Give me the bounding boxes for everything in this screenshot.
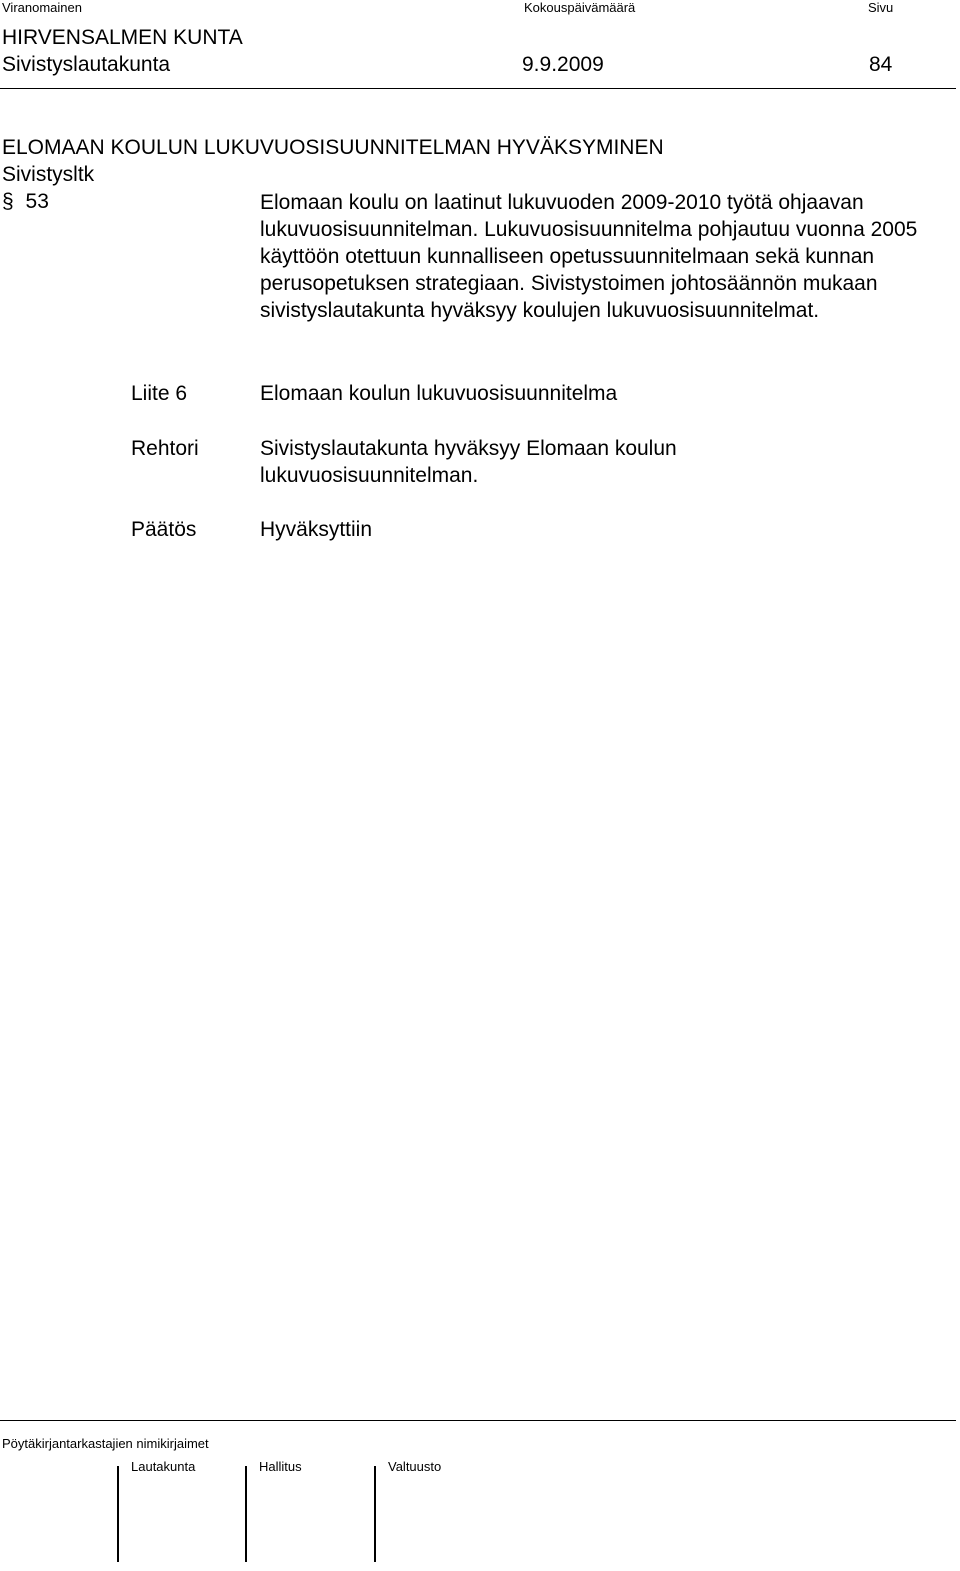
- section-number: [2, 188, 49, 215]
- signature-valtuusto: Valtuusto: [388, 1459, 442, 1474]
- proposer-label: Rehtori: [131, 437, 199, 460]
- item-paragraph: Elomaan koulu on laatinut lukuvuoden 2009-2010 työtä ohjaavan lukuvuosisuunnitelman. Lukuvuosisuunnitelma pohjautuu vuonna 2005 käyttöön otettuun kunnalliseen opetussuunnitelmaan sekä kunnan perusopetuksen strategiaan. Sivistystoimen johtosäännön mukaan sivistyslautakunta hyväksyy koulujen lukuvuosisuunnitelmat.: [260, 191, 918, 322]
- header-label-kokouspaivamaara: Kokouspäivämäärä: [524, 0, 636, 15]
- organization-name: HIRVENSALMEN KUNTA: [2, 26, 243, 49]
- attachment-text: Elomaan koulun lukuvuosisuunnitelma: [260, 382, 618, 405]
- decision-text: Hyväksyttiin: [260, 518, 373, 541]
- header-label-sivu: Sivu: [868, 0, 894, 15]
- section-number-value: 53: [25, 190, 49, 213]
- signature-hallitus: Hallitus: [259, 1459, 302, 1474]
- signature-box-divider-2: [245, 1466, 247, 1562]
- decision-label: Päätös: [131, 518, 197, 541]
- signature-lautakunta: Lautakunta: [131, 1459, 196, 1474]
- committee-name: Sivistyslautakunta: [2, 53, 171, 76]
- meeting-date: 9.9.2009: [522, 53, 604, 76]
- page-number: 84: [869, 53, 893, 76]
- header-label-viranomainen: Viranomainen: [2, 0, 82, 15]
- signatures-label: Pöytäkirjantarkastajien nimikirjaimet: [2, 1436, 209, 1451]
- signature-box-divider-3: [374, 1466, 376, 1562]
- item-title: ELOMAAN KOULUN LUKUVUOSISUUNNITELMAN HYVÄKSYMINEN: [2, 136, 664, 159]
- footer-divider: [0, 1420, 956, 1421]
- signature-box-divider-1: [117, 1466, 119, 1562]
- committee-abbreviation: Sivistysltk: [2, 163, 95, 186]
- header-divider: [0, 88, 956, 89]
- attachment-label: Liite 6: [131, 382, 188, 405]
- proposal-text: Sivistyslautakunta hyväksyy Elomaan koulun lukuvuosisuunnitelman.: [260, 437, 677, 487]
- section-symbol: §: [2, 190, 14, 213]
